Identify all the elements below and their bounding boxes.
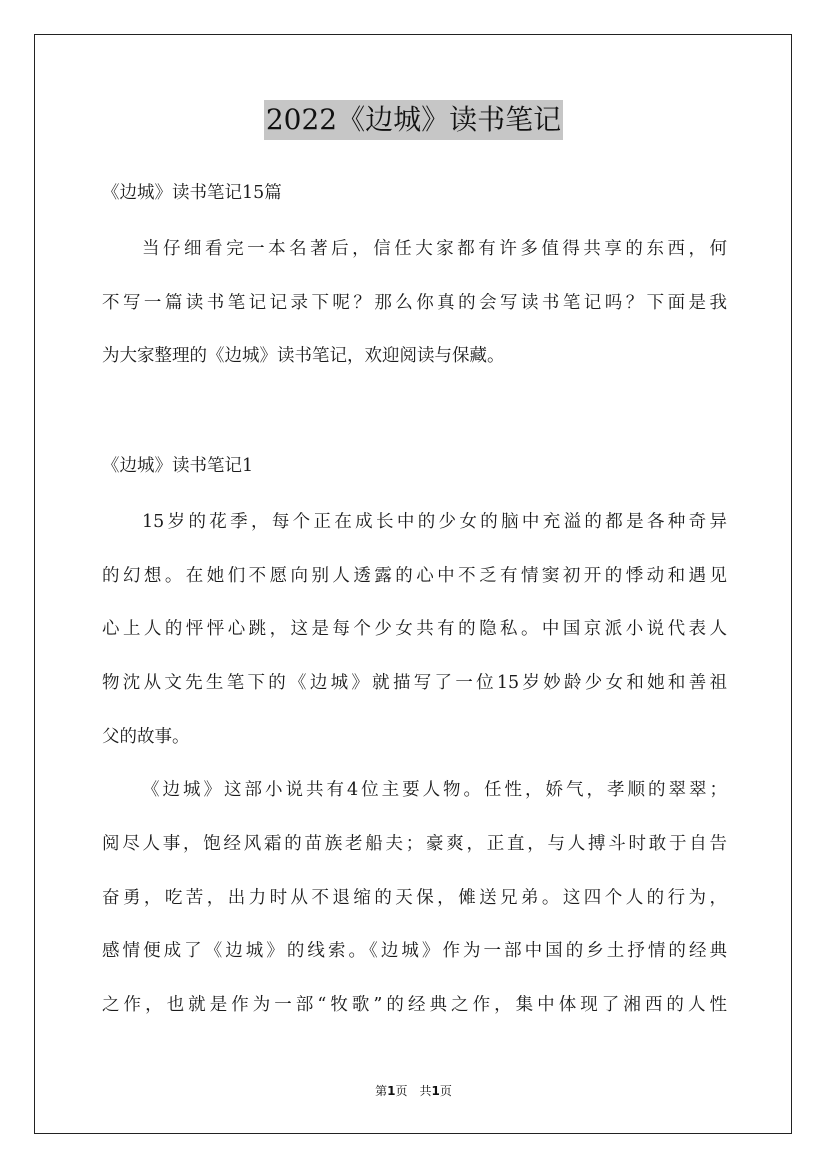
paragraph-line: 阅尽人事，饱经风霜的苗族老船夫；豪爽，正直，与人搏斗时敢于自告 bbox=[102, 834, 727, 854]
paragraph-line: 15岁的花季，每个正在成长中的少女的脑中充溢的都是各种奇异 bbox=[142, 512, 727, 532]
paragraph-line: 感情便成了《边城》的线索。《边城》作为一部中国的乡土抒情的经典 bbox=[102, 941, 727, 961]
paragraph-line: 《边城》这部小说共有4位主要人物。任性，娇气，孝顺的翠翠； bbox=[142, 780, 727, 800]
paragraph-line: 心上人的怦怦心跳，这是每个少女共有的隐私。中国京派小说代表人 bbox=[102, 619, 727, 639]
document-title: 2022《边城》读书笔记 bbox=[264, 100, 563, 140]
paragraph-line: 奋勇，吃苦，出力时从不退缩的天保，傩送兄弟。这四个人的行为， bbox=[102, 888, 727, 908]
section-heading: 《边城》读书笔记15篇 bbox=[102, 183, 282, 203]
paragraph-line: 不写一篇读书笔记记录下呢？那么你真的会写读书笔记吗？下面是我 bbox=[102, 293, 727, 313]
section-heading: 《边城》读书笔记1 bbox=[102, 456, 254, 476]
paragraph-line: 为大家整理的《边城》读书笔记，欢迎阅读与保藏。 bbox=[102, 346, 505, 366]
paragraph-line: 物沈从文先生笔下的《边城》就描写了一位15岁妙龄少女和她和善祖 bbox=[102, 673, 727, 693]
page-number: 1 bbox=[387, 1084, 396, 1098]
page-footer bbox=[0, 1082, 827, 1100]
paragraph-line: 之作，也就是作为一部“牧歌”的经典之作，集中体现了湘西的人性 bbox=[102, 995, 727, 1015]
footer-mid: 页 共 bbox=[395, 1084, 432, 1098]
total-pages: 1 bbox=[431, 1084, 440, 1098]
footer-suffix: 页 bbox=[439, 1084, 452, 1098]
title-container bbox=[0, 100, 827, 140]
paragraph-line: 的幻想。在她们不愿向别人透露的心中不乏有情窦初开的悸动和遇见 bbox=[102, 566, 727, 586]
paragraph-line: 父的故事。 bbox=[102, 727, 190, 747]
footer-prefix: 第 bbox=[375, 1084, 388, 1098]
paragraph-line: 当仔细看完一本名著后，信任大家都有许多值得共享的东西，何 bbox=[142, 239, 727, 259]
